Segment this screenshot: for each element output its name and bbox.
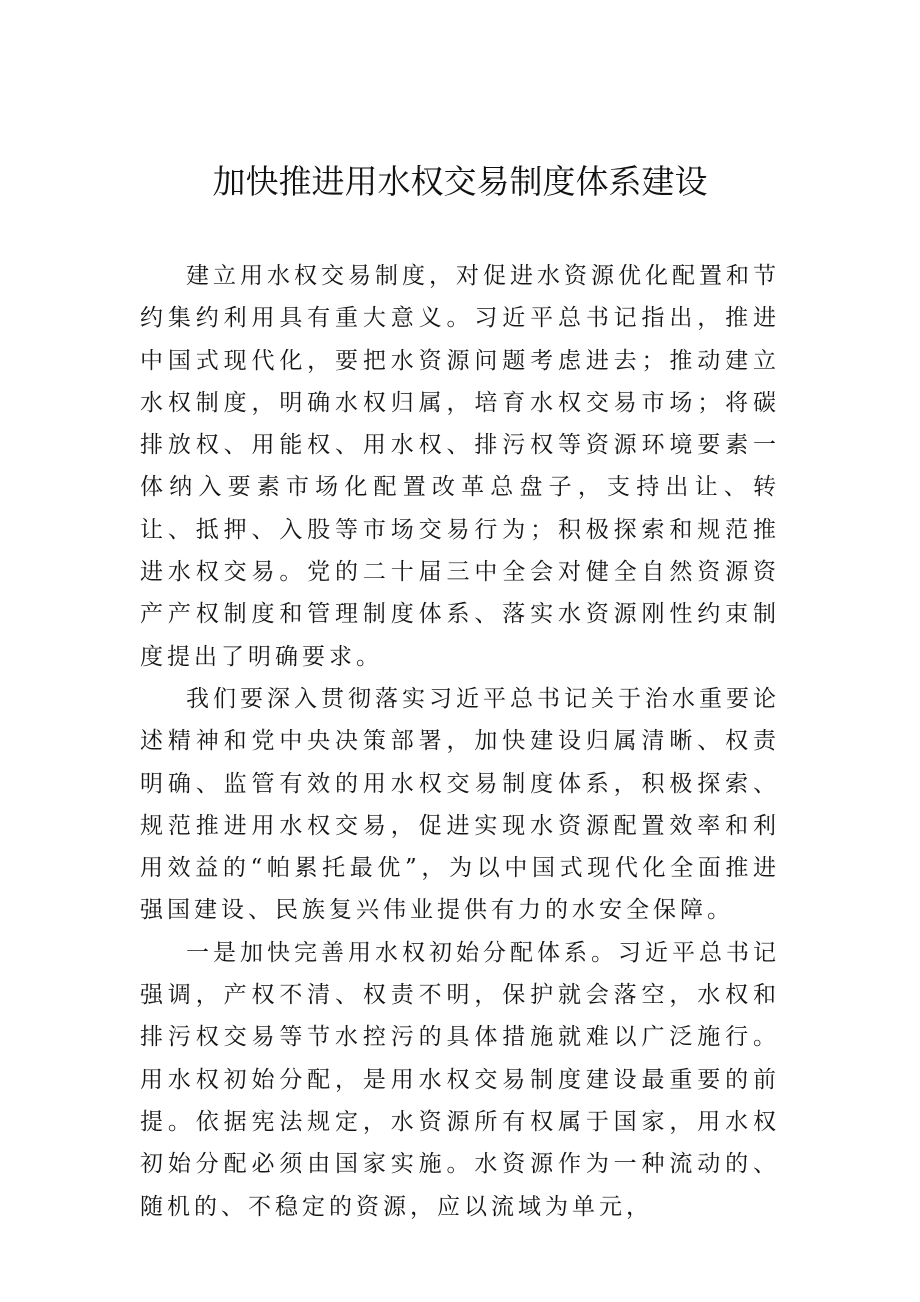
paragraph-intro: 建立用水权交易制度，对促进水资源优化配置和节约集约利用具有重大意义。习近平总书记指出，推进中国式现代化，要把水资源问题考虑进去；推动建立水权制度，明确水权归属，培育水权交易市场；将碳排放权、用能权、用水权、排污权等资源环境要素一体纳入要素市场化配置改革总盘子，支持出让、转让、抵押、入股等市场交易行为；积极探索和规范推进水权交易。党的二十届三中全会对健全自然资源资产产权制度和管理制度体系、落实水资源刚性约束制度提出了明确要求。 [140, 263, 780, 670]
document-body [140, 255, 780, 1228]
paragraph-goals: 我们要深入贯彻落实习近平总书记关于治水重要论述精神和党中央决策部署，加快建设归属清晰、权责明确、监管有效的用水权交易制度体系，积极探索、规范推进用水权交易，促进实现水资源配置效率和利用效益的“帕累托最优”，为以中国式现代化全面推进强国建设、民族复兴伟业提供有力的水安全保障。 [140, 685, 780, 924]
paragraph-point-one: 一是加快完善用水权初始分配体系。习近平总书记强调，产权不清、权责不明，保护就会落空，水权和排污权交易等节水控污的具体措施就难以广泛施行。用水权初始分配，是用水权交易制度建设最重要的前提。依据宪法规定，水资源所有权属于国家，用水权初始分配必须由国家实施。水资源作为一种流动的、随机的、不稳定的资源，应以流域为单元， [140, 939, 780, 1220]
document-title: 加快推进用水权交易制度体系建设 [212, 162, 708, 201]
